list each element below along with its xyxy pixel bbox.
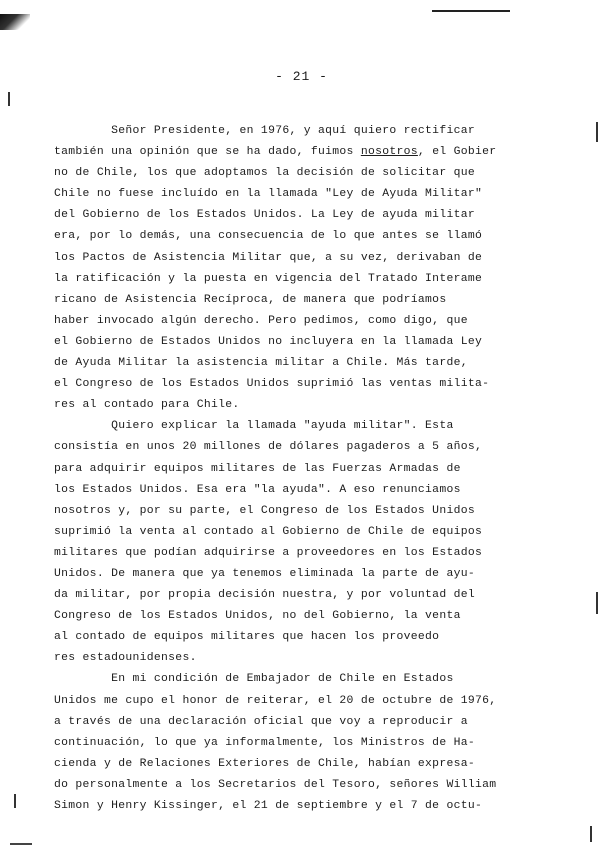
- text-line: continuación, lo que ya informalmente, los Ministros de Ha-: [54, 736, 475, 749]
- body-text: [54, 121, 524, 817]
- text-line: era, por lo demás, una consecuencia de lo que antes se llamó: [54, 230, 483, 243]
- scan-edge-tick: [8, 92, 10, 106]
- text-line: res al contado para Chile.: [54, 399, 240, 412]
- scan-edge-tick: [596, 592, 598, 614]
- text-line: para adquirir equipos militares de las Fuerzas Armadas de: [54, 462, 461, 475]
- scan-edge-tick: [590, 826, 592, 842]
- text-line: a través de una declaración oficial que voy a reproducir a: [54, 715, 468, 728]
- text-line: cienda y de Relaciones Exteriores de Chile, habían expresa-: [54, 757, 475, 770]
- text-line: el Congreso de los Estados Unidos suprimió las ventas milita-: [54, 378, 490, 391]
- scan-edge-tick: [596, 122, 598, 142]
- text-line: da militar, por propia decisión nuestra, y por voluntad del: [54, 589, 475, 602]
- text-line: ricano de Asistencia Recíproca, de manera que podríamos: [54, 293, 447, 306]
- text-line: al contado de equipos militares que hacen los proveedo: [54, 631, 440, 644]
- scan-corner-mark: [0, 14, 30, 30]
- text-line: Señor Presidente, en 1976, y aquí quiero rectificar: [54, 125, 475, 137]
- page-number: - 21 -: [275, 69, 328, 84]
- text-line: Unidos me cupo el honor de reiterar, el 20 de octubre de 1976,: [54, 694, 497, 707]
- underlined-word: nosotros: [360, 146, 418, 159]
- text-line: nosotros y, por su parte, el Congreso de los Estados Unidos: [54, 504, 475, 517]
- text-line: Congreso de los Estados Unidos, no del Gobierno, la venta: [54, 610, 461, 623]
- text-line: Quiero explicar la llamada "ayuda militar". Esta: [54, 420, 454, 433]
- text-line: militares que podían adquirirse a proveedores en los Estados: [54, 546, 483, 559]
- text-line: también una opinión que se ha dado, fuimos nosotros, el Gobier: [54, 146, 497, 159]
- text-line: los Pactos de Asistencia Militar que, a su vez, derivaban de: [54, 251, 483, 264]
- text-line: los Estados Unidos. Esa era "la ayuda". A eso renunciamos: [54, 483, 461, 496]
- text-line: del Gobierno de los Estados Unidos. La Ley de ayuda militar: [54, 209, 475, 222]
- text-line: suprimió la venta al contado al Gobierno de Chile de equipos: [54, 525, 483, 538]
- text-line: no de Chile, los que adoptamos la decisión de solicitar que: [54, 167, 475, 180]
- scan-bottom-mark: [10, 843, 32, 845]
- text-line: Simon y Henry Kissinger, el 21 de septiembre y el 7 de octu-: [54, 800, 483, 812]
- text-line: la ratificación y la puesta en vigencia del Tratado Interame: [54, 272, 483, 285]
- text-line: res estadounidenses.: [54, 652, 197, 665]
- text-line: el Gobierno de Estados Unidos no incluyera en la llamada Ley: [54, 335, 483, 348]
- scan-top-rule: [432, 10, 510, 12]
- text-line: En mi condición de Embajador de Chile en Estados: [54, 673, 454, 686]
- text-line: do personalmente a los Secretarios del Tesoro, señores William: [54, 778, 497, 791]
- text-line: de Ayuda Militar la asistencia militar a Chile. Más tarde,: [54, 357, 468, 370]
- text-line: haber invocado algún derecho. Pero pedimos, como digo, que: [54, 314, 468, 327]
- text-line: Unidos. De manera que ya tenemos eliminada la parte de ayu-: [54, 567, 475, 580]
- text-line: consistía en unos 20 millones de dólares pagaderos a 5 años,: [54, 441, 483, 454]
- scan-edge-tick: [14, 794, 16, 808]
- text-line: Chile no fuese incluído en la llamada "Ley de Ayuda Militar": [54, 188, 483, 201]
